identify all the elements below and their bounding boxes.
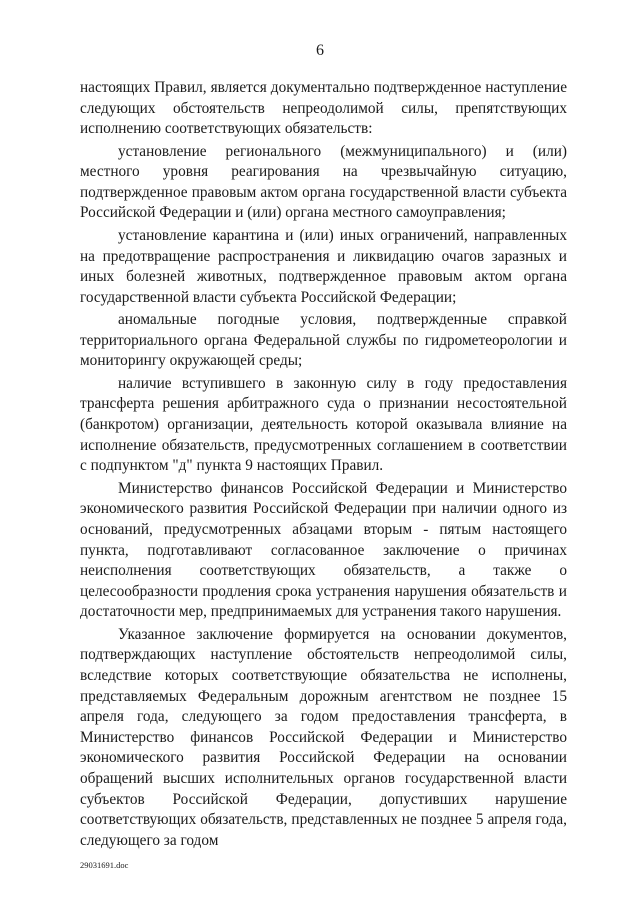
document-body [80, 78, 567, 853]
paragraph-quarantine: установление карантина и (или) иных ограничений, направленных на предотвращение распространения и ликвидацию очагов заразных и иных болезней животных, подтвержденное правовым актом органа государственной власти субъекта Российской Федерации; [80, 226, 567, 306]
paragraph-ministries-conclusion: Министерство финансов Российской Федерации и Министерство экономического развития Российской Федерации при наличии одного из оснований, предусмотренных абзацами вторым - пятым настоящего пункта, подготавливают согласованное заключение о причинах неисполнения соответствующих обязательств, а также о целесообразности продления срока устранения нарушения обязательств и достаточности мер, предпринимаемых для устранения такого нарушения. [80, 479, 567, 621]
paragraph-weather: аномальные погодные условия, подтвержденные справкой территориального органа Федеральной службы по гидрометеорологии и мониторингу окружающей среды; [80, 311, 567, 370]
paragraph-emergency-response: установление регионального (межмуниципального) и (или) местного уровня реагирования на чрезвычайную ситуацию, подтвержденное правовым актом органа государственной власти субъекта Российской Федерации и (или) органа местного самоуправления; [80, 142, 567, 222]
paragraph-bankruptcy: наличие вступившего в законную силу в году предоставления трансферта решения арбитражного суда о признании несостоятельной (банкротом) организации, деятельность которой оказывала влияние на исполнение обязательств, предусмотренных соглашением в соответствии с подпунктом "д" пункта 9 настоящих Правил. [80, 374, 567, 475]
footer-file-name: 29031691.doc [80, 860, 129, 870]
paragraph-conclusion-basis: Указанное заключение формируется на основании документов, подтверждающих наступление обстоятельств непреодолимой силы, вследствие которых соответствующие обязательства не исполнены, представляемых Федеральным дорожным агентством не позднее 15 апреля года, следующего за годом предоставления трансферта, в Министерство финансов Российской Федерации и Министерство экономического развития Российской Федерации на основании обращений высших исполнительных органов государственной власти субъектов Российской Федерации, допустивших нарушение соответствующих обязательств, представленных не позднее 5 апреля года, следующего за годом [80, 625, 567, 849]
page-number: 6 [316, 42, 324, 59]
paragraph-intro: настоящих Правил, является документально подтвержденное наступление следующих обстоятельств непреодолимой силы, препятствующих исполнению соответствующих обязательств: [80, 79, 567, 138]
